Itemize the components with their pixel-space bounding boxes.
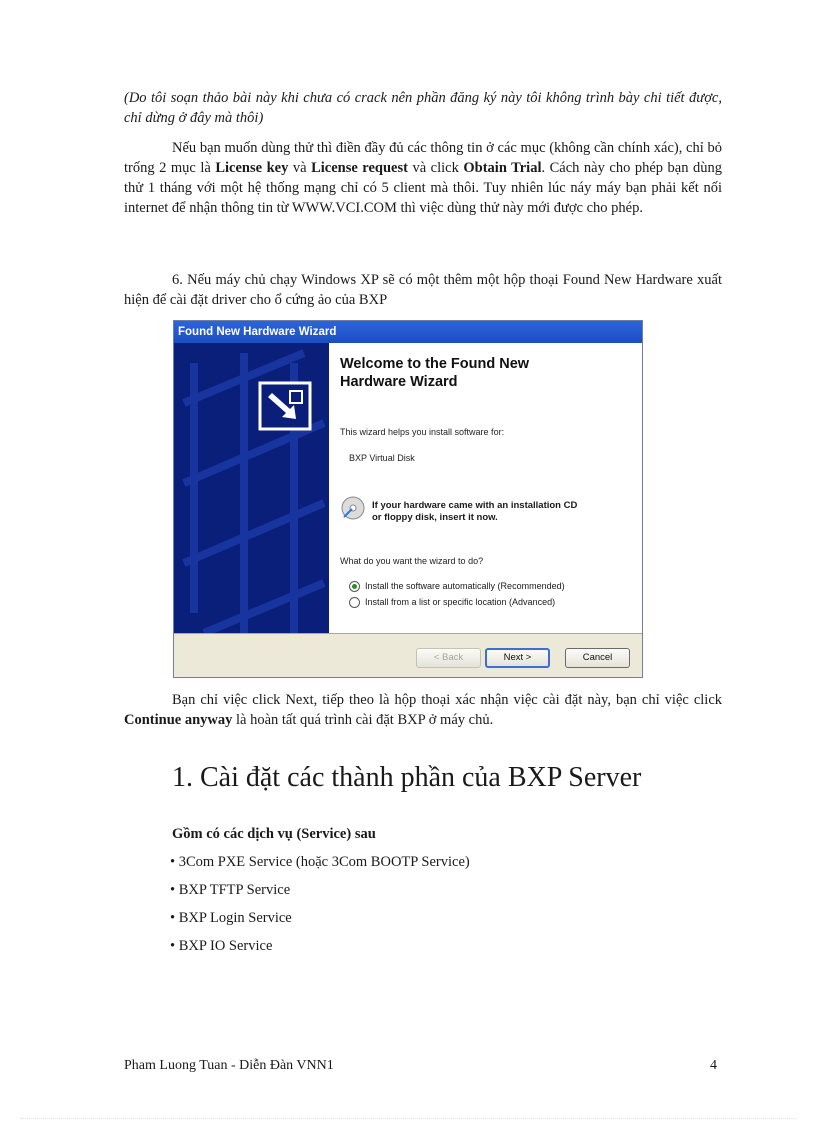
wizard-title-bar: Found New Hardware Wizard <box>174 321 642 343</box>
cd-hint <box>340 495 630 525</box>
radio-label: Install from a list or specific location (Advanced) <box>365 597 556 607</box>
text: và click <box>407 160 464 176</box>
radio-unchecked[interactable] <box>349 597 360 608</box>
bold-text: License key <box>215 160 289 176</box>
bold-text: Obtain Trial <box>463 160 542 176</box>
cd-hint-text <box>372 500 577 524</box>
text: . Cách này cho phép bạn dùng thử 1 tháng với một hệ thống mạng chỉ có 5 client mà thôi. Tuy nhiên lúc náy máy bạn phải kết nối internet để nhận thông tin từ WWW.VCI.COM thì việc dùng thử này mới được cho phép. <box>124 160 722 216</box>
device-name: BXP Virtual Disk <box>349 453 415 463</box>
wizard-screenshot <box>173 320 643 678</box>
heading-line: Welcome to the Found New <box>340 356 530 372</box>
page-divider <box>20 1118 796 1119</box>
wizard-button-bar <box>174 633 642 678</box>
wizard-banner-art <box>174 343 329 633</box>
cd-line: If your hardware came with an installation CD <box>372 500 578 511</box>
footer-author: Pham Luong Tuan - Diễn Đàn VNN1 <box>124 1058 334 1073</box>
bold-text: Continue anyway <box>124 712 233 728</box>
radio-install-automatically[interactable] <box>349 580 629 594</box>
hardware-wizard-icon <box>260 383 310 429</box>
heading-line: Hardware Wizard <box>340 374 458 390</box>
text: Bạn chỉ việc click Next, tiếp theo là hộp thoại xác nhận việc cài đặt này, bạn chỉ việc click <box>172 692 722 708</box>
next-button[interactable]: Next > <box>485 648 550 668</box>
paragraph-registration <box>124 138 722 218</box>
text: Nếu bạn muốn dùng thử thì điền đầy đủ các thông tin ở các mục (không cần chính xác), chỉ bỏ trống 2 mục là <box>124 140 722 176</box>
bullet-item: • 3Com PXE Service (hoặc 3Com BOOTP Service) <box>170 854 470 870</box>
cd-line: or floppy disk, insert it now. <box>372 512 498 523</box>
bold-text: License request <box>311 160 408 176</box>
section-heading: 1. Cài đặt các thành phần của BXP Server <box>172 762 642 793</box>
text: là hoàn tất quá trình cài đặt BXP ở máy chủ. <box>232 712 494 728</box>
radio-install-from-list[interactable] <box>349 596 629 610</box>
italic-note: (Do tôi soạn thảo bài này khi chưa có crack nên phần đăng ký này tôi không trình bày chi tiết được, chỉ dừng ở đây mà thôi) <box>124 90 722 126</box>
bullet-item: • BXP IO Service <box>170 938 273 954</box>
paragraph-step6: 6. Nếu máy chủ chạy Windows XP sẽ có một thêm một hộp thoại Found New Hardware xuất hiện để cài đặt driver cho ổ cứng ảo của BXP <box>124 272 722 308</box>
paragraph-continue <box>124 690 722 730</box>
bullet-item: • BXP Login Service <box>170 910 292 926</box>
page-number: 4 <box>710 1058 717 1073</box>
wizard-heading <box>340 355 630 391</box>
cd-icon <box>340 495 366 521</box>
wizard-helps-text: This wizard helps you install software for: <box>340 427 505 437</box>
wizard-content <box>329 343 642 633</box>
text: và <box>288 160 312 176</box>
radio-label: Install the software automatically (Recommended) <box>365 581 565 591</box>
bullet-item: • BXP TFTP Service <box>170 882 291 898</box>
cancel-button[interactable]: Cancel <box>565 648 630 668</box>
wizard-side-banner <box>174 343 329 633</box>
radio-checked[interactable] <box>349 581 360 592</box>
subheading: Gồm có các dịch vụ (Service) sau <box>172 826 376 842</box>
wizard-question: What do you want the wizard to do? <box>340 556 484 566</box>
back-button[interactable]: < Back <box>416 648 481 668</box>
